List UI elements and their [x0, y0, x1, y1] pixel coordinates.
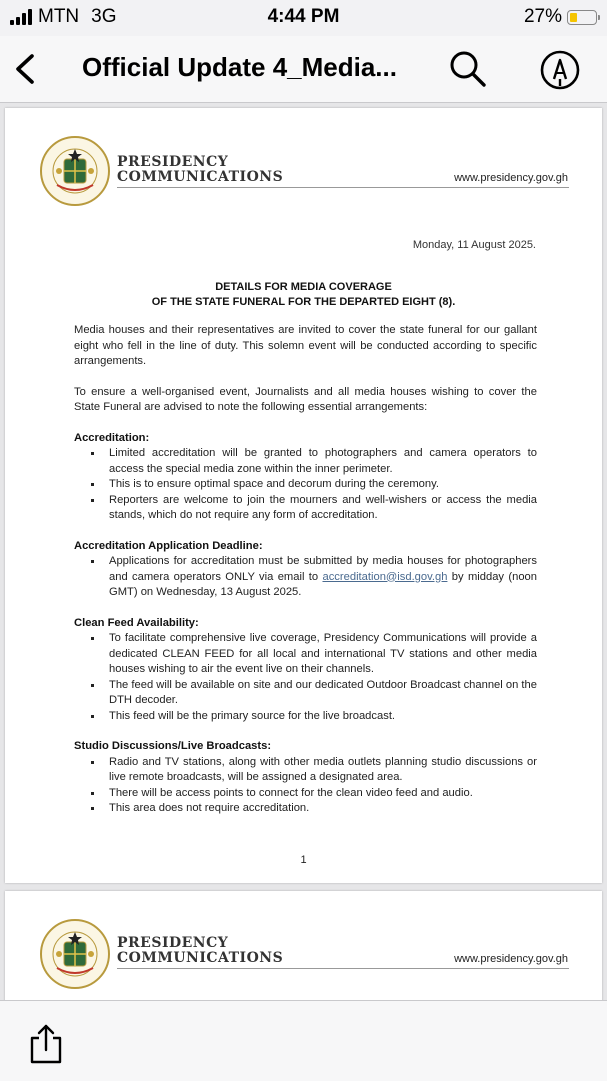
list-item: The feed will be available on site and our dedicated Outdoor Broadcast channel on the DTH decoder.	[74, 678, 537, 709]
section-heading-clean-feed: Clean Feed Availability:	[74, 616, 199, 629]
section-heading-accreditation: Accreditation:	[74, 431, 150, 444]
status-time: 4:44 PM	[267, 6, 340, 27]
clean-feed-list	[74, 631, 537, 724]
list-item	[74, 554, 537, 601]
search-icon[interactable]	[448, 49, 488, 89]
accreditation-list	[74, 446, 537, 524]
letterhead-org-name	[117, 155, 283, 185]
pdf-viewer[interactable]	[0, 103, 607, 1000]
document-body	[74, 323, 537, 817]
document-title: Official Update 4_Media...	[82, 52, 397, 82]
pdf-page-2	[5, 891, 602, 1000]
section-heading-deadline: Accreditation Application Deadline:	[74, 539, 263, 552]
list-item: This feed will be the primary source for the live broadcast.	[74, 709, 537, 725]
document-date: Monday, 11 August 2025.	[412, 239, 536, 251]
letterhead-url: www.presidency.gov.gh	[454, 172, 568, 184]
ghana-presidency-seal-icon	[39, 135, 111, 207]
letterhead-divider	[117, 968, 569, 969]
ghana-presidency-seal-icon	[39, 918, 111, 990]
battery-icon	[567, 10, 597, 25]
org-line-1: PRESIDENCY	[117, 154, 229, 170]
list-item: Reporters are welcome to join the mourners and well-wishers or access the media stands, which do not require any form of accreditation.	[74, 493, 537, 524]
org-line-2: COMMUNICATIONS	[117, 950, 284, 966]
list-item: This is to ensure optimal space and decorum during the ceremony.	[74, 477, 537, 493]
status-bar	[0, 0, 607, 36]
section-heading-studio: Studio Discussions/Live Broadcasts:	[74, 740, 272, 752]
network-type: 3G	[91, 6, 117, 27]
studio-list	[74, 755, 537, 817]
accreditation-email-link[interactable]: accreditation@isd.gov.gh	[322, 570, 448, 583]
arrangements-paragraph: To ensure a well-organised event, Journalists and all media houses wishing to cover the State Funeral are advised to note the following essential arrangements:	[74, 385, 537, 413]
navigation-bar	[0, 36, 607, 103]
list-item: Limited accreditation will be granted to photographers and camera operators to access the special media zone within the inner perimeter.	[74, 446, 537, 477]
battery-info	[524, 6, 597, 28]
deadline-text-after: by midday (noon GMT) on Wednesday, 13 August 2025.	[109, 570, 537, 598]
list-item: To facilitate comprehensive live coverage, Presidency Communications will provide a dedicated CLEAN FEED for all local and international TV stations and other media houses wishing to air the event live on their channels.	[74, 631, 537, 678]
list-item: Radio and TV stations, along with other media outlets planning studio discussions or live remote broadcasts, will be assigned a designated area.	[74, 755, 537, 786]
bottom-toolbar	[0, 1000, 607, 1081]
document-heading	[5, 280, 602, 310]
pdf-page-1	[5, 108, 602, 883]
letterhead-org-name	[117, 936, 283, 966]
battery-percent: 27%	[523, 6, 562, 27]
heading-line-1: DETAILS FOR MEDIA COVERAGE	[215, 281, 392, 293]
list-item: There will be access points to connect for the clean video feed and audio.	[74, 786, 537, 802]
letterhead-divider	[117, 187, 569, 188]
list-item: This area does not require accreditation.	[74, 801, 537, 817]
org-line-2: COMMUNICATIONS	[117, 169, 284, 185]
markup-pen-icon[interactable]	[539, 49, 581, 91]
intro-paragraph: Media houses and their representatives are invited to cover the state funeral for our gallant eight who fell in the line of duty. This solemn event will be conducted according to specific arrangements.	[74, 324, 537, 367]
carrier-name: MTN	[38, 6, 80, 27]
deadline-text-before: Applications for accreditation must be submitted by media houses for photographers and camera operators ONLY via email to	[109, 555, 537, 583]
share-icon[interactable]	[29, 1023, 63, 1065]
org-line-1: PRESIDENCY	[117, 935, 229, 951]
deadline-list	[74, 554, 537, 601]
letterhead-url: www.presidency.gov.gh	[454, 953, 568, 965]
heading-line-2: OF THE STATE FUNERAL FOR THE DEPARTED EIGHT (8).	[151, 296, 456, 308]
page-number: 1	[300, 854, 307, 866]
chevron-left-icon[interactable]	[10, 50, 44, 88]
